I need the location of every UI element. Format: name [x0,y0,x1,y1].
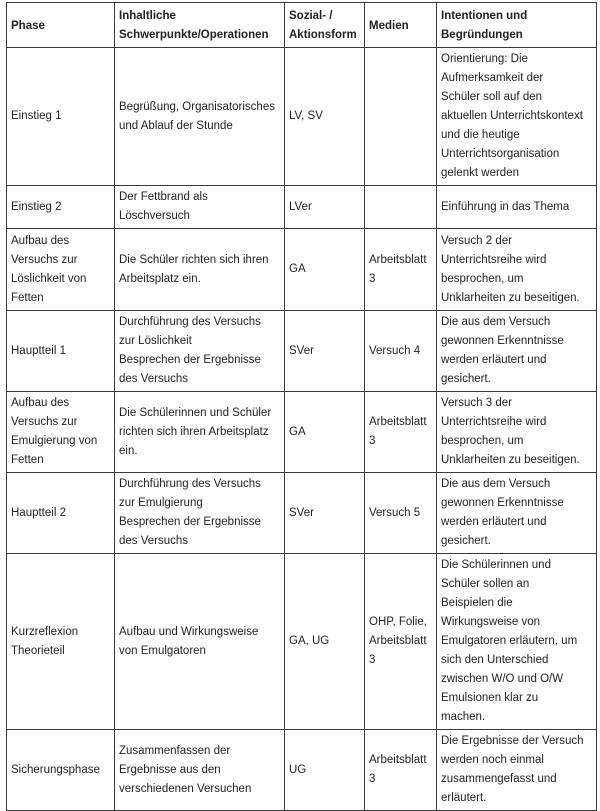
cell-media [365,311,437,392]
cell-line: Arbeitsblatt [369,635,427,647]
cell-line: erläutert. [441,792,487,804]
cell-line: GA [289,425,306,438]
cell-line: Versuch 2 der [441,234,512,247]
cell-line: 3 [369,272,376,285]
cell-line: Unklarheiten zu beseitigen. [441,454,580,466]
cell-line: Arbeitsblatt [369,754,427,766]
cell-phase [7,311,115,392]
cell-line: Ergebnisse aus den [119,763,221,776]
cell-line: Die aus dem Versuch [441,316,551,328]
cell-media [365,186,437,229]
cell-content [115,48,285,186]
table-row [7,392,597,473]
table-row [7,473,597,554]
header-media: Medien [365,3,437,48]
cell-line: besprochen, um [441,272,524,285]
cell-phase [7,730,115,811]
cell-line: Zusammenfassen der [119,744,231,757]
cell-line: werden erläutert und [441,516,547,528]
cell-line: Emulgatoren erläutern, um [441,635,578,647]
cell-line: ein. [119,444,138,457]
cell-social-form [285,554,365,730]
cell-line: zur Löslichkeit [119,335,192,347]
cell-social-form [285,48,365,186]
cell-line: Versuchs zur [11,253,78,266]
cell-line: GA, UG [289,635,330,647]
cell-intentions [437,554,597,730]
cell-line: 3 [369,773,376,785]
cell-line: aktuellen Unterrichtskontext [441,110,583,122]
cell-line: verschiedenen Versuchen [119,782,252,795]
cell-content [115,392,285,473]
cell-content [115,229,285,311]
table-row [7,311,597,392]
cell-line: LV, SV [289,110,323,122]
table-header-row [7,3,597,48]
cell-line: 3 [369,654,376,666]
cell-line: Versuch 4 [369,344,421,357]
cell-media [365,730,437,811]
header-social-form: Sozial- / Aktionsform [285,3,365,48]
cell-line: Unklarheiten zu beseitigen. [441,291,580,304]
cell-line: gewonnen Erkenntnisse [441,497,564,509]
cell-line: Wirkungsweise von [441,616,541,628]
cell-line: richten sich ihren Arbeitsplatz [119,425,269,438]
cell-media [365,229,437,311]
table-row [7,730,597,811]
cell-line: Sicherungsphase [11,763,100,776]
cell-line: LVer [289,200,312,213]
cell-social-form [285,311,365,392]
cell-line: Schüler soll auf den [441,91,543,103]
cell-phase [7,554,115,730]
cell-social-form [285,473,365,554]
cell-line: Unterrichtsreihe wird [441,253,547,266]
cell-line: UG [289,763,307,776]
cell-line: Löschversuch [119,210,190,222]
cell-media [365,48,437,186]
cell-content [115,186,285,229]
table-row [7,554,597,730]
cell-line: Fetten [11,454,44,466]
cell-line: des Versuchs [119,535,189,547]
cell-social-form [285,186,365,229]
cell-intentions [437,392,597,473]
cell-line: SVer [289,344,314,357]
cell-line: Die Ergebnisse der Versuch [441,735,584,747]
cell-line: Aufmerksamkeit der [441,72,544,84]
cell-line: Die Schüler richten sich ihren [119,253,269,266]
cell-line: werden noch einmal [441,754,544,766]
cell-line: Orientierung: Die [441,53,528,65]
cell-content [115,473,285,554]
cell-intentions [437,311,597,392]
cell-line: zur Emulgierung [119,497,203,509]
cell-line: besprochen, um [441,435,524,447]
cell-line: Beispielen die [441,597,513,609]
cell-line: Die aus dem Versuch [441,478,551,490]
cell-intentions [437,229,597,311]
header-content: Inhaltliche Schwerpunkte/Operationen [115,3,285,48]
cell-line: Arbeitsblatt [369,253,427,266]
cell-line: Löslichkeit von [11,272,87,285]
cell-line: von Emulgatoren [119,644,206,657]
cell-line: machen. [441,711,486,723]
cell-social-form [285,730,365,811]
cell-line: Die Schülerinnen und [441,559,551,571]
cell-line: zusammengefasst und [441,773,557,785]
cell-line: Besprechen der Ergebnisse [119,354,261,366]
cell-line: Durchführung des Versuchs [119,316,261,328]
table-row [7,229,597,311]
cell-line: Aufbau des [11,397,70,409]
cell-phase [7,473,115,554]
cell-content [115,730,285,811]
cell-intentions [437,48,597,186]
cell-line: Theorieteil [11,644,65,657]
cell-line: Aufbau des [11,234,70,247]
cell-line: Schüler sollen an [441,578,530,590]
cell-line: Unterrichtsorganisation [441,148,560,160]
cell-line: Emulgierung von [11,435,98,447]
cell-line: gesichert. [441,535,491,547]
cell-line: Begrüßung, Organisatorisches [119,100,275,113]
cell-line: Arbeitsblatt [369,416,427,428]
cell-line: Aufbau und Wirkungsweise [119,625,259,638]
cell-line: Versuchs zur [11,416,78,428]
cell-line: Unterrichtsreihe wird [441,416,547,428]
cell-line: SVer [289,506,314,519]
cell-phase [7,392,115,473]
cell-media [365,473,437,554]
cell-line: Emulsionen klar zu [441,692,539,704]
table-row [7,48,597,186]
header-intentions: Intentionen und Begründungen [437,3,597,48]
lesson-plan-table [6,2,597,811]
header-phase: Phase [7,3,115,48]
cell-line: Hauptteil 2 [11,506,66,519]
cell-line: und die heutige [441,129,520,141]
cell-line: Einführung in das Thema [441,200,570,213]
cell-social-form [285,229,365,311]
cell-media [365,554,437,730]
cell-line: Kurzreflexion [11,625,79,638]
cell-line: zwischen W/O und O/W [441,673,564,685]
cell-content [115,554,285,730]
cell-intentions [437,186,597,229]
cell-line: des Versuchs [119,373,189,385]
cell-line: Versuch 3 der [441,397,512,409]
cell-line: gesichert. [441,373,491,385]
cell-line: gewonnen Erkenntnisse [441,335,564,347]
cell-content [115,311,285,392]
cell-line: sich den Unterschied [441,654,549,666]
cell-intentions [437,473,597,554]
lesson-plan-sheet [6,2,596,811]
cell-line: Hauptteil 1 [11,344,66,357]
cell-intentions [437,730,597,811]
cell-line: Einstieg 2 [11,200,62,213]
cell-line: werden erläutert und [441,354,547,366]
cell-media [365,392,437,473]
cell-line: Durchführung des Versuchs [119,478,261,490]
cell-line: Arbeitsplatz ein. [119,272,201,285]
cell-line: Fetten [11,291,44,304]
table-row [7,186,597,229]
cell-line: gelenkt werden [441,167,519,179]
cell-phase [7,229,115,311]
cell-line: Einstieg 1 [11,110,62,122]
cell-line: 3 [369,435,376,447]
cell-phase [7,48,115,186]
cell-line: Versuch 5 [369,506,421,519]
cell-line: Die Schülerinnen und Schüler [119,406,272,419]
cell-phase [7,186,115,229]
cell-line: und Ablauf der Stunde [119,119,233,132]
cell-social-form [285,392,365,473]
cell-line: GA [289,263,306,275]
cell-line: OHP, Folie, [369,616,427,628]
cell-line: Besprechen der Ergebnisse [119,516,261,528]
cell-line: Der Fettbrand als [119,191,208,203]
